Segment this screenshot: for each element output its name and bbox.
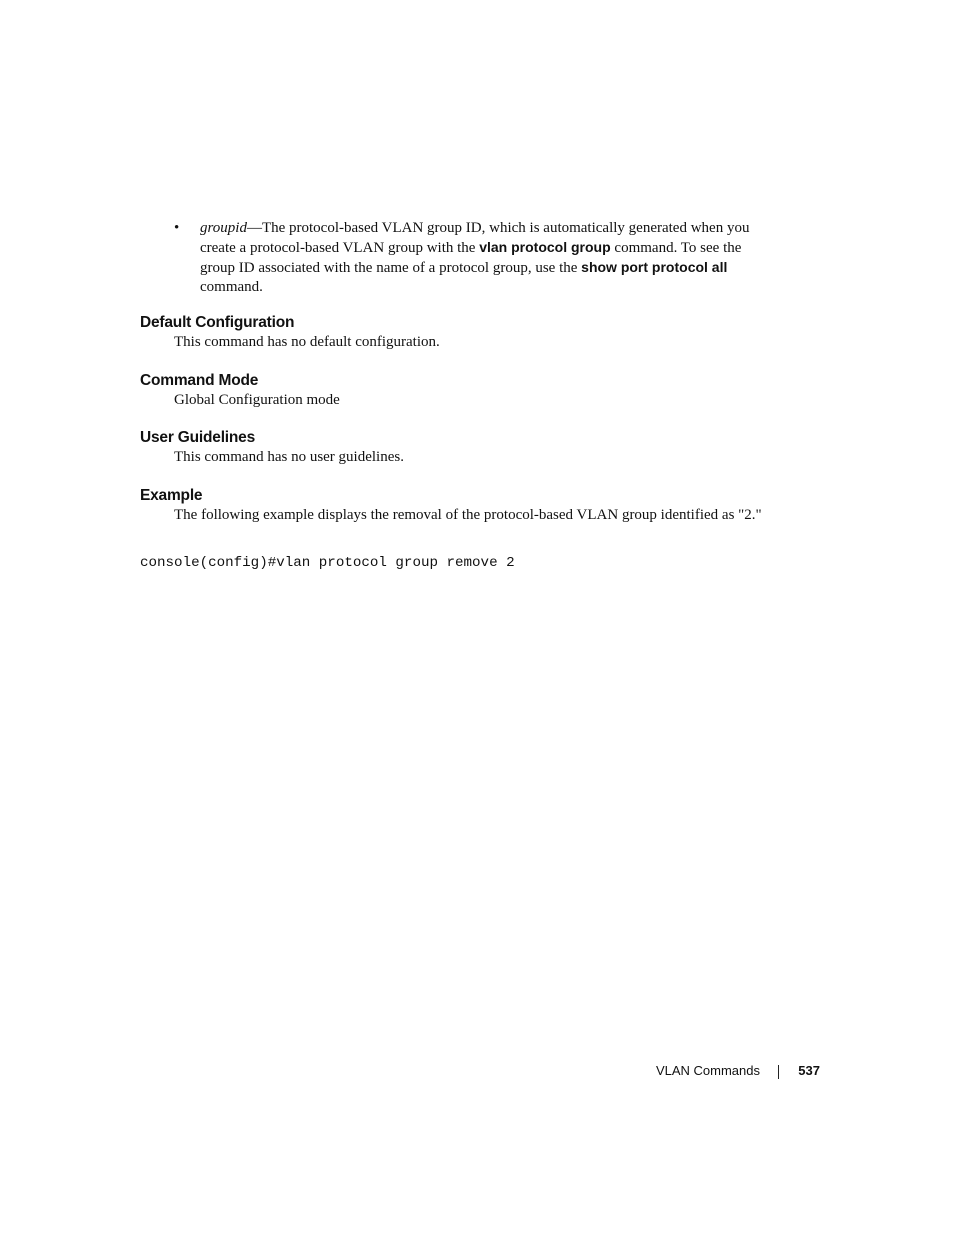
parameter-text-3: command. [200, 279, 263, 295]
parameter-text-1: —The protocol-based VLAN group ID, which is automatically generated when you create a protocol-based VLAN group with the [200, 220, 750, 256]
command-reference-show-port-protocol-all: show port protocol all [581, 259, 728, 275]
heading-example: Example [140, 487, 203, 504]
command-mode-text: Global Configuration mode [174, 392, 340, 408]
footer-divider [778, 1065, 779, 1079]
page-footer [600, 1061, 822, 1081]
bullet-marker: • [174, 220, 180, 236]
user-guidelines-text: This command has no user guidelines. [174, 449, 404, 465]
parameter-text-2: command. To see the group ID associated with the name of a protocol group, use the [200, 240, 742, 276]
heading-default-configuration: Default Configuration [140, 314, 295, 331]
default-configuration-text: This command has no default configuration. [174, 334, 440, 350]
parameter-description [200, 219, 766, 297]
parameter-term: groupid [200, 220, 247, 236]
heading-command-mode: Command Mode [140, 372, 259, 389]
page-number: 537 [798, 1063, 820, 1078]
command-reference-vlan-protocol-group: vlan protocol group [479, 239, 611, 255]
heading-user-guidelines: User Guidelines [140, 429, 256, 446]
example-code: console(config)#vlan protocol group remove 2 [140, 555, 515, 571]
example-text: The following example displays the removal of the protocol-based VLAN group identified as "2." [174, 507, 762, 523]
footer-section-title: VLAN Commands [655, 1063, 760, 1078]
